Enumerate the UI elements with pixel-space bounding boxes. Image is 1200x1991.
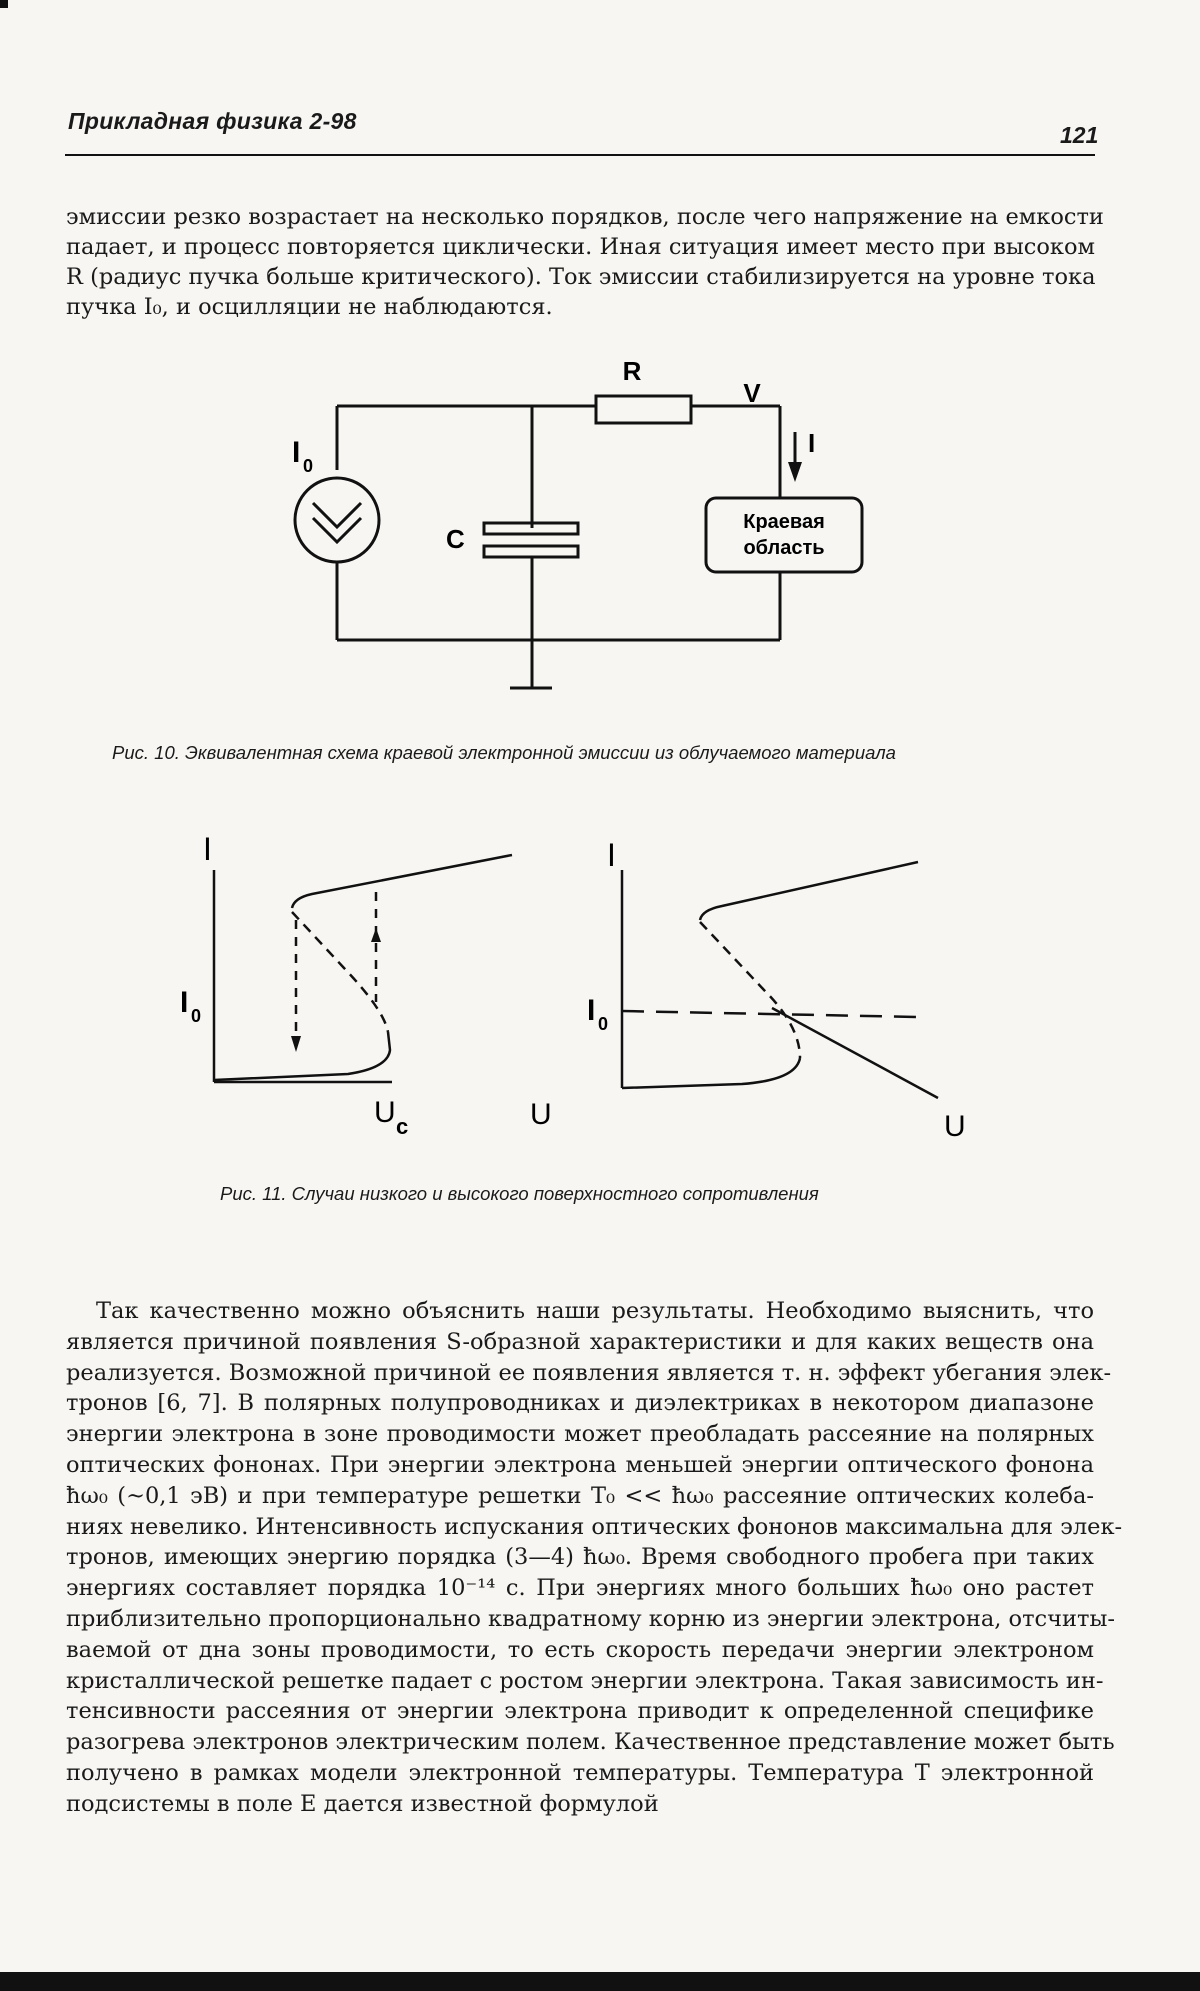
text-line: является причиной появления S-образной характеристики и для каких веществ она <box>66 1328 1094 1355</box>
right-plot <box>622 862 938 1098</box>
left-y-axis-label: I <box>203 831 212 867</box>
figure-10-circuit <box>0 340 1200 700</box>
left-lower-branch <box>214 1032 390 1080</box>
right-load-line <box>772 1008 938 1098</box>
left-level-label: I <box>180 986 189 1019</box>
text-line: разогрева электронов электрическим полем. Качественное представление может быть <box>66 1729 1115 1756</box>
figure-11-caption: Рис. 11. Случаи низкого и высокого поверхностного сопротивления <box>220 1183 819 1204</box>
current-arrow-head <box>788 462 802 482</box>
right-level-subscript: 0 <box>598 1014 609 1034</box>
text-line: кристаллической решетке падает с ростом энергии электрона. Такая зависимость ин- <box>66 1667 1104 1694</box>
text-line: тронов [6, 7]. В полярных полупроводниках и диэлектриках в некотором диапазоне <box>66 1390 1094 1417</box>
left-plot <box>214 855 512 1082</box>
label-V: V <box>743 378 761 408</box>
text-line: эмиссии резко возрастает на несколько порядков, после чего напряжение на емкости <box>66 204 1104 230</box>
label-I0: I <box>292 436 301 469</box>
header-rule <box>65 154 1095 156</box>
figure-11-plots <box>0 820 1200 1150</box>
scan-bottom-edge <box>0 1972 1200 1991</box>
text-line: ваемой от дна зоны проводимости, то есть скорость передачи энергии электроном <box>66 1636 1094 1663</box>
text-line: реализуется. Возможной причиной ее появления является т. н. эффект убегания элек- <box>66 1359 1112 1386</box>
text-line: приблизительно пропорционально квадратному корню из энергии электрона, отсчиты- <box>66 1605 1115 1632</box>
right-dashed-branch <box>700 922 800 1058</box>
paragraph-main <box>66 1296 1123 1820</box>
label-I: I <box>808 428 816 458</box>
label-I0-subscript: 0 <box>303 456 314 476</box>
text-line: подсистемы в поле E дается известной формулой <box>66 1790 659 1817</box>
resistor <box>596 396 691 423</box>
figure-10-caption: Рис. 10. Эквивалентная схема краевой электронной эмиссии из облучаемого материала <box>112 742 896 763</box>
right-I0-level-line <box>622 1011 918 1017</box>
left-arrow-up <box>291 1036 301 1052</box>
text-line: получено в рамках модели электронной температуры. Температура T электронной <box>66 1759 1094 1786</box>
page-number: 121 <box>1060 122 1099 148</box>
text-line: тронов, имеющих энергию порядка (3—4) ħω₀. Время свободного пробега при таких <box>66 1544 1094 1571</box>
text-line: тенсивности рассеяния от энергии электрона приводит к определенной специфике <box>66 1698 1094 1725</box>
text-line: падает, и процесс повторяется циклически. Иная ситуация имеет место при высоком <box>66 234 1096 260</box>
box-label-line1: Краевая <box>743 511 825 533</box>
text-line: энергиях составляет порядка 10⁻¹⁴ с. При энергиях много больших ħω₀ оно растет <box>66 1575 1094 1602</box>
right-x-axis-label: U <box>944 1110 966 1143</box>
left-tick-label: U <box>374 1096 396 1129</box>
text-line: пучка I₀, и осцилляции не наблюдаются. <box>66 294 553 320</box>
text-line: оптических фононах. При энергии электрона меньшей энергии оптического фонона <box>66 1451 1094 1478</box>
left-tick-subscript: c <box>396 1114 409 1139</box>
label-C: C <box>446 524 465 554</box>
text-line: ниях невелико. Интенсивность испускания оптических фононов максимальна для элек- <box>66 1513 1123 1540</box>
box-label-line2: область <box>743 537 825 559</box>
paragraph-intro <box>66 202 1104 322</box>
left-dashed-branch <box>292 912 388 1032</box>
right-lower-branch <box>622 1058 800 1088</box>
running-title: Прикладная физика 2-98 <box>68 108 357 134</box>
current-source <box>295 478 379 562</box>
edge-region-box <box>706 498 862 572</box>
text-line: R (радиус пучка больше критического). Ток эмиссии стабилизируется на уровне тока <box>66 264 1096 290</box>
text-line: Так качественно можно объяснить наши результаты. Необходимо выяснить, что <box>96 1298 1094 1324</box>
scan-top-corner <box>0 0 8 8</box>
left-level-subscript: 0 <box>191 1006 202 1026</box>
source-chevron-2 <box>313 518 361 542</box>
left-x-axis-label: U <box>530 1098 552 1131</box>
text-line: ħω₀ (~0,1 эВ) и при температуре решетки T₀ << ħω₀ рассеяние оптических колеба- <box>66 1482 1094 1509</box>
text-line: энергии электрона в зоне проводимости может преобладать рассеяние на полярных <box>66 1421 1094 1448</box>
right-level-label: I <box>587 994 596 1027</box>
left-upper-branch <box>292 855 512 908</box>
right-upper-branch <box>700 862 918 920</box>
left-arrow-down <box>371 928 381 942</box>
capacitor-plate-bottom <box>484 546 578 557</box>
label-R: R <box>622 356 642 386</box>
right-y-axis-label: I <box>607 837 616 873</box>
